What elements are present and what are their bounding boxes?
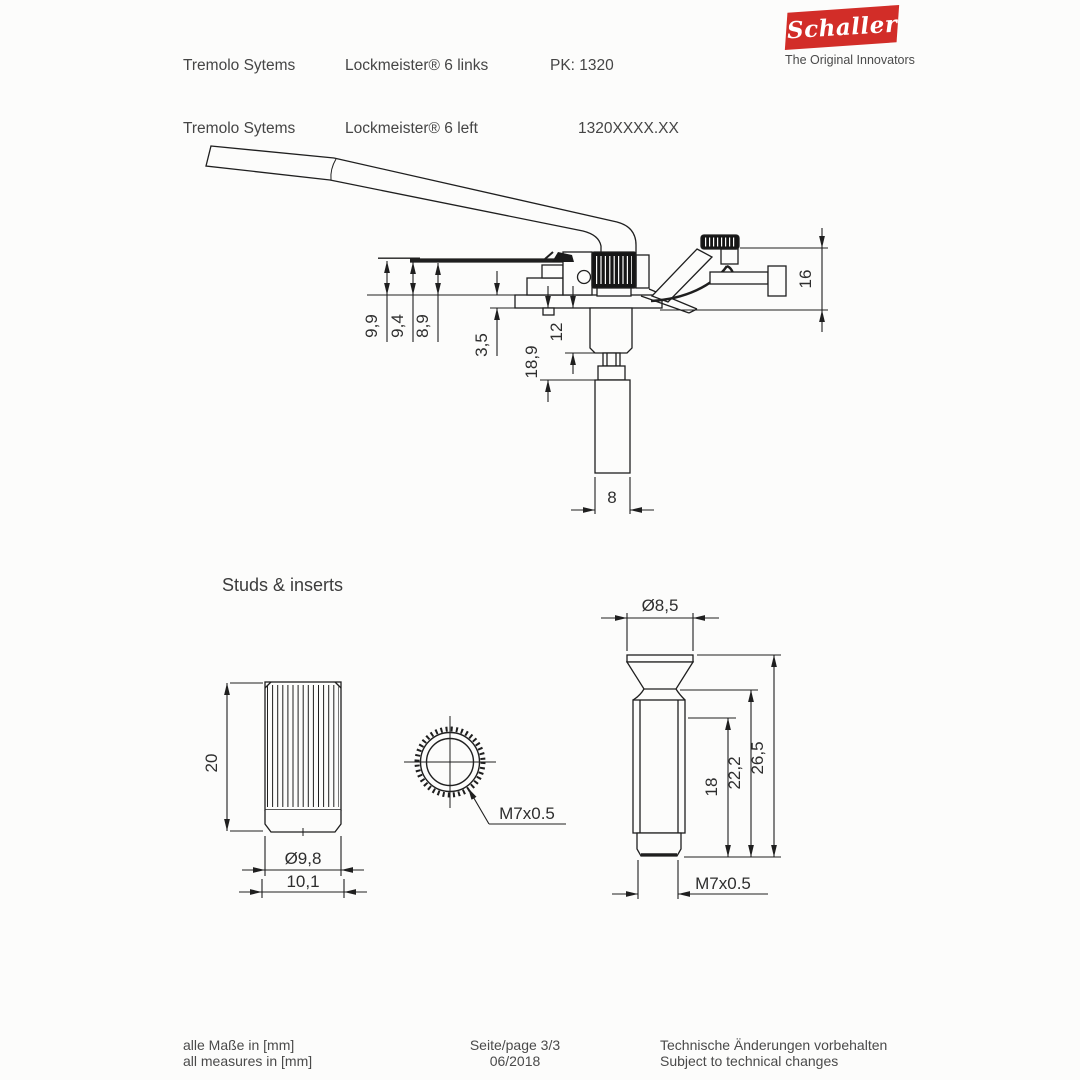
flange-notch — [543, 308, 554, 315]
dim-label-20: 20 — [202, 753, 221, 773]
legal-note-en: Subject to technical changes — [660, 1052, 839, 1069]
footer-units-note — [183, 1038, 312, 1069]
dim-label-3-5: 3,5 — [472, 333, 491, 357]
stud-cone — [627, 662, 693, 689]
pk-number: PK: 1320 — [550, 57, 614, 74]
model-line-2: Lockmeister® 6 left — [345, 120, 478, 137]
bridge-body — [590, 308, 632, 473]
section-title: Studs & inserts — [222, 575, 344, 595]
legal-note-de: Technische Änderungen vorbehalten — [660, 1037, 888, 1053]
side-view-drawing — [206, 146, 828, 514]
page-number: Seite/page 3/3 — [469, 1037, 561, 1053]
footer-legal-note — [660, 1038, 887, 1069]
tremolo-arm — [206, 146, 636, 253]
units-note-en: all measures in [mm] — [183, 1052, 313, 1069]
mounting-flange — [515, 295, 662, 308]
dim-label-d9-8: Ø9,8 — [284, 849, 322, 868]
stud-side-view — [601, 596, 781, 899]
dim-label-stud-18: 18 — [702, 777, 721, 797]
stud-thread-label: M7x0.5 — [695, 874, 751, 893]
dim-label-18-9: 18,9 — [522, 345, 541, 379]
order-number: 1320XXXX.XX — [578, 120, 679, 137]
insert-top-view — [404, 716, 566, 824]
revision-date: 06/2018 — [489, 1052, 541, 1069]
insert-side-view — [202, 682, 367, 898]
dim-label-12: 12 — [547, 322, 566, 342]
product-line-2: Tremolo Sytems — [183, 120, 296, 137]
insert-thread-label: M7x0.5 — [499, 804, 555, 823]
dim-label-8: 8 — [607, 488, 617, 507]
dim-label-26-5: 26,5 — [748, 741, 767, 775]
dim-label-9-4: 9,4 — [388, 314, 407, 338]
arm-lock-collar — [592, 252, 636, 296]
string-holder-block — [768, 266, 786, 296]
fine-tuner — [651, 235, 786, 302]
stud-shaft — [633, 700, 685, 833]
footer-page-info — [430, 1038, 600, 1069]
dim-label-9-9: 9,9 — [362, 314, 381, 338]
sustain-block — [595, 380, 630, 473]
stud-head — [627, 655, 693, 662]
dim-label-d8-5: Ø8,5 — [641, 596, 679, 615]
model-line-1: Lockmeister® 6 links — [345, 57, 489, 74]
thread-leader-line — [468, 788, 489, 824]
stud-thread-tip — [637, 833, 681, 856]
dim-label-8-9: 8,9 — [413, 314, 432, 338]
units-note-de: alle Maße in [mm] — [183, 1037, 295, 1053]
dim-label-16: 16 — [796, 269, 815, 289]
dim-label-22-2: 22,2 — [725, 756, 744, 790]
logo-tagline: The Original Innovators — [785, 53, 915, 67]
logo-brand-text: Schaller — [786, 10, 898, 45]
product-line-1: Tremolo Sytems — [183, 57, 296, 74]
lock-screw-head — [578, 271, 591, 284]
dim-label-10-1: 10,1 — [286, 872, 320, 891]
